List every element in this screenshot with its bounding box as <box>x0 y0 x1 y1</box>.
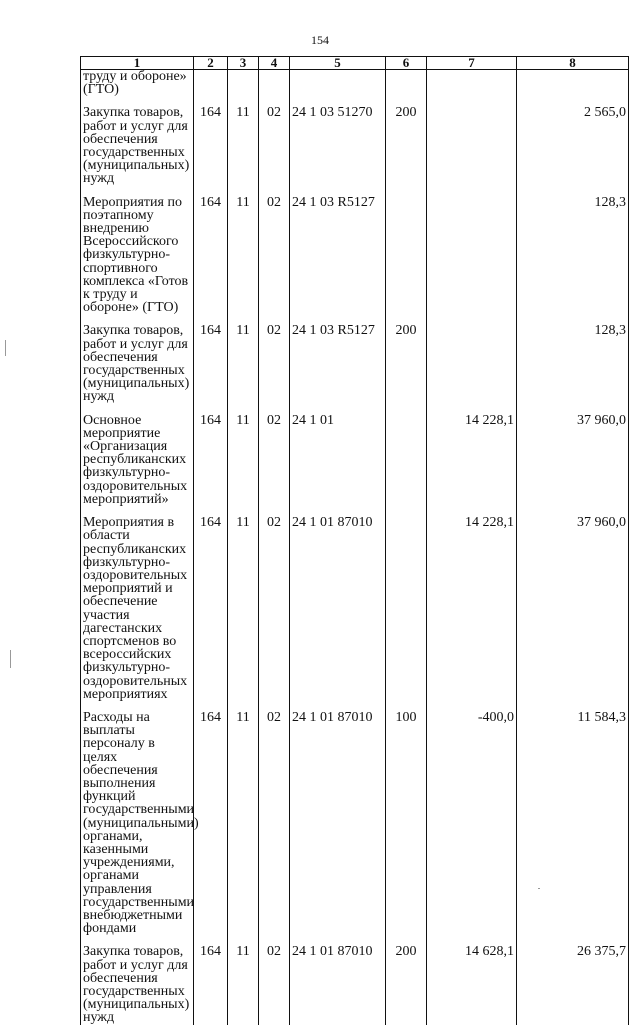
row-name: Расходы на выплаты персоналу в целях обеспечения выполнения функций государственными (муниципальными) органами, казенными учреждениями, органами управления государственными внебюджетными фондами <box>81 711 194 935</box>
cell-ministry: 164 <box>194 711 228 935</box>
cell-amount: 2 565,0 <box>517 106 629 185</box>
column-header: 3 <box>228 57 259 70</box>
cell-section: 11 <box>228 516 259 701</box>
table-row <box>81 516 629 701</box>
cell-expense-type: 200 <box>386 324 427 403</box>
column-header: 2 <box>194 57 228 70</box>
cell-ministry: 164 <box>194 945 228 1024</box>
row-name: Основное мероприятие «Организация республиканских физкультурно-оздоровительных мероприятий» <box>81 414 194 506</box>
cell-ministry: 164 <box>194 106 228 185</box>
row-name: Мероприятия в области республиканских физкультурно-оздоровительных мероприятий и обеспечение участия дагестанских спортсменов во всероссийских физкультурно-оздоровительных мероприятиях <box>81 516 194 701</box>
table-row <box>81 196 629 315</box>
row-name: Закупка товаров, работ и услуг для обеспечения государственных (муниципальных) нужд <box>81 106 194 185</box>
cell-expense-type <box>386 196 427 315</box>
cell-subsection: 02 <box>259 106 290 185</box>
cell-amount: 128,3 <box>517 196 629 315</box>
cell-subsection: 02 <box>259 945 290 1024</box>
scan-artifact <box>538 888 540 889</box>
cell-change <box>427 106 517 185</box>
cell-ministry: 164 <box>194 414 228 506</box>
cell-target-article: 24 1 01 87010 <box>290 945 386 1024</box>
table-header-row <box>81 57 629 70</box>
scan-artifact <box>5 340 6 356</box>
cell-subsection: 02 <box>259 414 290 506</box>
cell-change: 14 628,1 <box>427 945 517 1024</box>
cell-expense-type: 100 <box>386 711 427 935</box>
cell-change <box>427 324 517 403</box>
table-row <box>81 324 629 403</box>
cell-section: 11 <box>228 945 259 1024</box>
column-header: 7 <box>427 57 517 70</box>
cell-ministry: 164 <box>194 324 228 403</box>
page-number: 154 <box>311 33 329 47</box>
row-name: Закупка товаров, работ и услуг для обеспечения государственных (муниципальных) нужд <box>81 324 194 403</box>
cell-section: 11 <box>228 106 259 185</box>
column-header: 4 <box>259 57 290 70</box>
cell-ministry: 164 <box>194 516 228 701</box>
row-spacer <box>81 404 629 414</box>
table-row <box>81 70 629 97</box>
table-row <box>81 414 629 506</box>
row-name: Закупка товаров, работ и услуг для обеспечения государственных (муниципальных) нужд <box>81 945 194 1024</box>
column-header: 6 <box>386 57 427 70</box>
cell-target-article: 24 1 03 R5127 <box>290 324 386 403</box>
cell-ministry: 164 <box>194 196 228 315</box>
cell-change: 14 228,1 <box>427 516 517 701</box>
cell-target-article: 24 1 01 87010 <box>290 711 386 935</box>
cell-amount <box>517 70 629 97</box>
row-name: труду и обороне» (ГТО) <box>81 70 194 97</box>
cell-amount: 37 960,0 <box>517 414 629 506</box>
cell-target-article <box>290 70 386 97</box>
cell-section <box>228 70 259 97</box>
cell-change: 14 228,1 <box>427 414 517 506</box>
cell-expense-type <box>386 70 427 97</box>
cell-change: -400,0 <box>427 711 517 935</box>
column-header: 1 <box>81 57 194 70</box>
cell-section: 11 <box>228 414 259 506</box>
cell-expense-type <box>386 414 427 506</box>
table-row <box>81 106 629 185</box>
cell-target-article: 24 1 03 51270 <box>290 106 386 185</box>
cell-amount: 26 375,7 <box>517 945 629 1024</box>
cell-subsection: 02 <box>259 196 290 315</box>
cell-expense-type <box>386 516 427 701</box>
cell-expense-type: 200 <box>386 945 427 1024</box>
cell-target-article: 24 1 03 R5127 <box>290 196 386 315</box>
cell-amount: 128,3 <box>517 324 629 403</box>
cell-section: 11 <box>228 711 259 935</box>
table-row <box>81 945 629 1024</box>
cell-change <box>427 196 517 315</box>
cell-section: 11 <box>228 196 259 315</box>
cell-subsection <box>259 70 290 97</box>
cell-target-article: 24 1 01 87010 <box>290 516 386 701</box>
cell-ministry <box>194 70 228 97</box>
budget-table <box>80 56 629 1025</box>
cell-amount: 37 960,0 <box>517 516 629 701</box>
cell-subsection: 02 <box>259 324 290 403</box>
row-spacer <box>81 935 629 945</box>
cell-target-article: 24 1 01 <box>290 414 386 506</box>
cell-section: 11 <box>228 324 259 403</box>
cell-subsection: 02 <box>259 516 290 701</box>
cell-amount: 11 584,3 <box>517 711 629 935</box>
scan-artifact <box>10 650 11 668</box>
cell-subsection: 02 <box>259 711 290 935</box>
column-header: 8 <box>517 57 629 70</box>
cell-expense-type: 200 <box>386 106 427 185</box>
table-row <box>81 711 629 935</box>
row-name: Мероприятия по поэтапному внедрению Всероссийского физкультурно-спортивного комплекса «Готов к труду и обороне» (ГТО) <box>81 196 194 315</box>
column-header: 5 <box>290 57 386 70</box>
cell-change <box>427 70 517 97</box>
